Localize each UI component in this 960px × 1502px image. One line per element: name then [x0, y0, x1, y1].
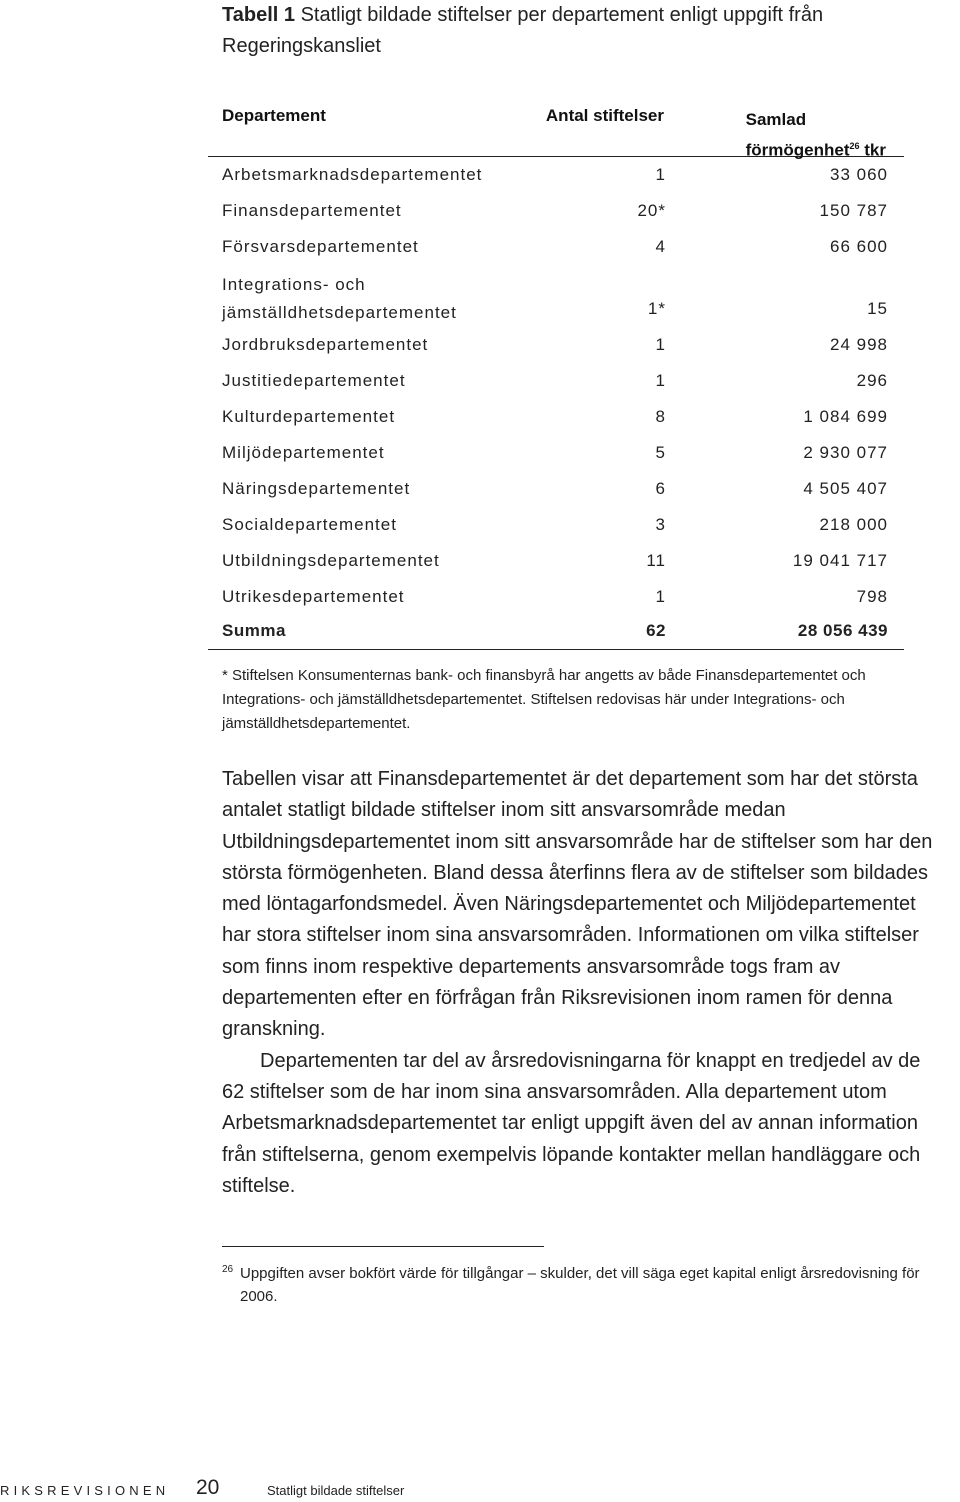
- row-count: 1: [655, 587, 666, 606]
- paragraph-1: Tabellen visar att Finansdepartementet är det departement som har det största antalet statligt bildade stiftelser inom sitt ansvarsområde medan Utbildningsdepartementet inom sitt ansvarsområde har de stiftelser som har den största förmögenheten. Bland dessa återfinns flera av de stiftelser som bildades med löntagarfondsmedel. Även Näringsdepartementet och Miljödepartementet har stora stiftelser inom sina ansvarsområden. Informationen om vilka stiftelser som finns inom respektive departements ansvarsområde togs fram av departementen efter en förfrågan från Riksrevisionen inom ramen för denna granskning.: [222, 768, 933, 1041]
- table-row: [208, 265, 904, 327]
- table-header: [208, 102, 904, 160]
- row-amount: 24 998: [830, 335, 888, 354]
- header-assets: [746, 106, 886, 164]
- row-count: 6: [655, 479, 666, 498]
- page-footer: [0, 1476, 960, 1502]
- row-amount: 33 060: [830, 165, 888, 184]
- header-count: Antal stiftelser: [545, 106, 664, 125]
- row-amount: 1 084 699: [803, 407, 888, 426]
- table-row: [208, 327, 904, 363]
- row-amount: 19 041 717: [792, 551, 888, 570]
- row-department: Kulturdepartementet: [222, 407, 396, 426]
- row-count: 1*: [647, 299, 666, 318]
- row-count: 11: [646, 551, 666, 570]
- table-row: [208, 507, 904, 543]
- row-amount: 66 600: [830, 237, 888, 256]
- total-amount: 28 056 439: [797, 621, 888, 640]
- row-count: 3: [655, 515, 666, 534]
- table-row: [208, 193, 904, 229]
- row-department: Miljödepartementet: [222, 443, 385, 462]
- footnote: [222, 1262, 922, 1308]
- row-amount: 218 000: [819, 515, 888, 534]
- row-department-line2: jämställdhetsdepartementet: [222, 303, 457, 322]
- row-department: Utrikesdepartementet: [222, 587, 405, 606]
- page-number: 20: [196, 1476, 220, 1499]
- row-count: 1: [655, 371, 666, 390]
- table-row: [208, 435, 904, 471]
- row-count: 1: [655, 165, 666, 184]
- footnote-divider: [222, 1246, 544, 1247]
- table-caption-text: Statligt bildade stiftelser per departement enligt uppgift från Regeringskansliet: [222, 4, 824, 57]
- table-row: [208, 399, 904, 435]
- footer-organization: RIKSREVISIONEN: [0, 1483, 170, 1498]
- table-row: [208, 363, 904, 399]
- row-amount: 798: [856, 587, 888, 606]
- total-count: 62: [646, 621, 666, 640]
- table-row: [208, 157, 904, 193]
- body-text: [222, 764, 940, 1202]
- row-department: Näringsdepartementet: [222, 479, 411, 498]
- row-count: 4: [655, 237, 666, 256]
- table-total-row: [208, 615, 904, 650]
- footnote-ref-26: 26: [849, 141, 860, 151]
- row-count: 1: [655, 335, 666, 354]
- footnote-number: 26: [222, 1264, 234, 1275]
- footnote-text: Uppgiften avser bokfört värde för tillgångar – skulder, det vill säga eget kapital enligt årsredovisning för 2006.: [240, 1265, 920, 1305]
- table-note: * Stiftelsen Konsumenternas bank- och finansbyrå har angetts av både Finansdepartementet och Integrations- och jämställdhetsdepartementet. Stiftelsen redovisas här under Integrations- och jämställdhetsdepartementet.: [222, 667, 866, 732]
- header-department: Departement: [222, 106, 326, 125]
- row-amount: 150 787: [819, 201, 888, 220]
- row-amount: 4 505 407: [803, 479, 888, 498]
- row-department: Socialdepartementet: [222, 515, 397, 534]
- table-row: [208, 543, 904, 579]
- footer-report-title: Statligt bildade stiftelser: [267, 1483, 405, 1498]
- row-amount: 2 930 077: [803, 443, 888, 462]
- header-assets-line1: Samlad: [745, 110, 807, 129]
- header-assets-line2: förmögenhet: [745, 140, 850, 160]
- row-department: Jordbruksdepartementet: [222, 335, 429, 354]
- row-count: 20*: [637, 201, 666, 220]
- foundations-table: [208, 102, 904, 650]
- table-row: [208, 229, 904, 265]
- row-amount: 15: [867, 299, 888, 318]
- table-row: [208, 579, 904, 615]
- row-department-line1: Integrations- och: [222, 275, 366, 294]
- row-department: Försvarsdepartementet: [222, 237, 419, 256]
- header-assets-unit: tkr: [864, 140, 886, 160]
- row-department: Arbetsmarknadsdepartementet: [222, 165, 483, 184]
- table-caption: [222, 0, 922, 62]
- row-amount: 296: [856, 371, 888, 390]
- row-department: Utbildningsdepartementet: [222, 551, 440, 570]
- row-department: Justitiedepartementet: [222, 371, 406, 390]
- total-label: Summa: [222, 621, 286, 640]
- row-department: Finansdepartementet: [222, 201, 402, 220]
- row-count: 8: [655, 407, 666, 426]
- table-row: [208, 471, 904, 507]
- row-count: 5: [655, 443, 666, 462]
- row-department: [222, 271, 457, 327]
- paragraph-2: Departementen tar del av årsredovisningarna för knappt en tredjedel av de 62 stiftelser som de har inom sina ansvarsområden. Alla departement utom Arbetsmarknadsdepartementet tar enligt uppgift även del av annan information från stiftelserna, genom exempelvis löpande kontakter mellan handläggare och stiftelse.: [222, 1049, 921, 1197]
- table-caption-label: Tabell 1: [222, 4, 295, 26]
